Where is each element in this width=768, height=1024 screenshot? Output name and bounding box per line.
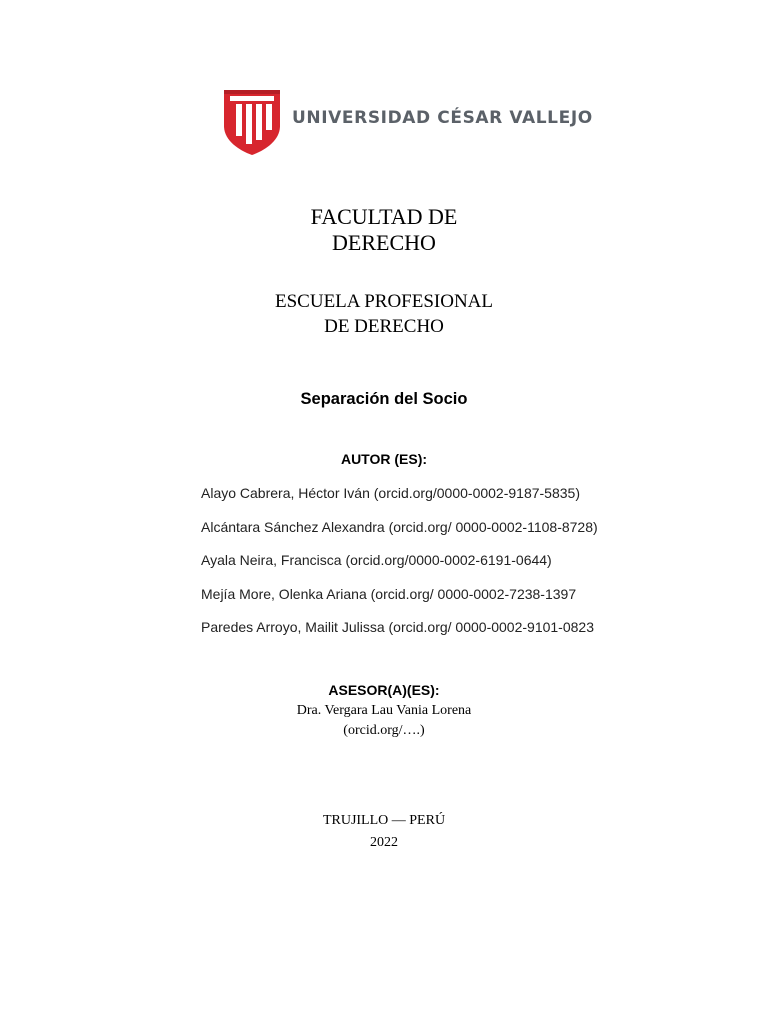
school-line-1: ESCUELA PROFESIONAL (275, 291, 493, 312)
school-heading (0, 289, 768, 339)
faculty-line-2: DERECHO (332, 230, 436, 255)
document-title: Separación del Socio (300, 390, 468, 408)
author-item: Paredes Arroyo, Mailit Julissa (orcid.org/ 0000-0002-9101-0823 (201, 619, 594, 636)
place-and-year (0, 810, 768, 854)
advisor-orcid: (orcid.org/….) (343, 723, 425, 738)
authors-heading: AUTOR (ES): (340, 451, 428, 467)
author-item: Mejía More, Olenka Ariana (orcid.org/ 0000-0002-7238-1397 (201, 585, 577, 602)
school-line-2: DE DERECHO (324, 316, 444, 337)
university-name: UNIVERSIDAD CÉSAR VALLEJO (292, 108, 593, 128)
authors-list (201, 484, 598, 652)
year: 2022 (370, 835, 398, 850)
advisor-block (0, 701, 768, 741)
author-item: Alayo Cabrera, Héctor Iván (orcid.org/0000-0002-9187-5835) (201, 485, 580, 501)
city: TRUJILLO — PERÚ (322, 813, 446, 828)
faculty-line-1: FACULTAD DE (310, 204, 458, 229)
author-item: Alcántara Sánchez Alexandra (orcid.org/ 0000-0002-1108-8728) (201, 518, 598, 535)
faculty-heading (0, 204, 768, 256)
advisor-name: Dra. Vergara Lau Vania Lorena (296, 703, 472, 718)
author-item: Ayala Neira, Francisca (orcid.org/0000-0002-6191-0644) (201, 552, 552, 569)
advisor-heading: ASESOR(A)(ES): (328, 682, 440, 698)
university-shield-icon (222, 88, 282, 156)
university-logo (222, 88, 593, 156)
